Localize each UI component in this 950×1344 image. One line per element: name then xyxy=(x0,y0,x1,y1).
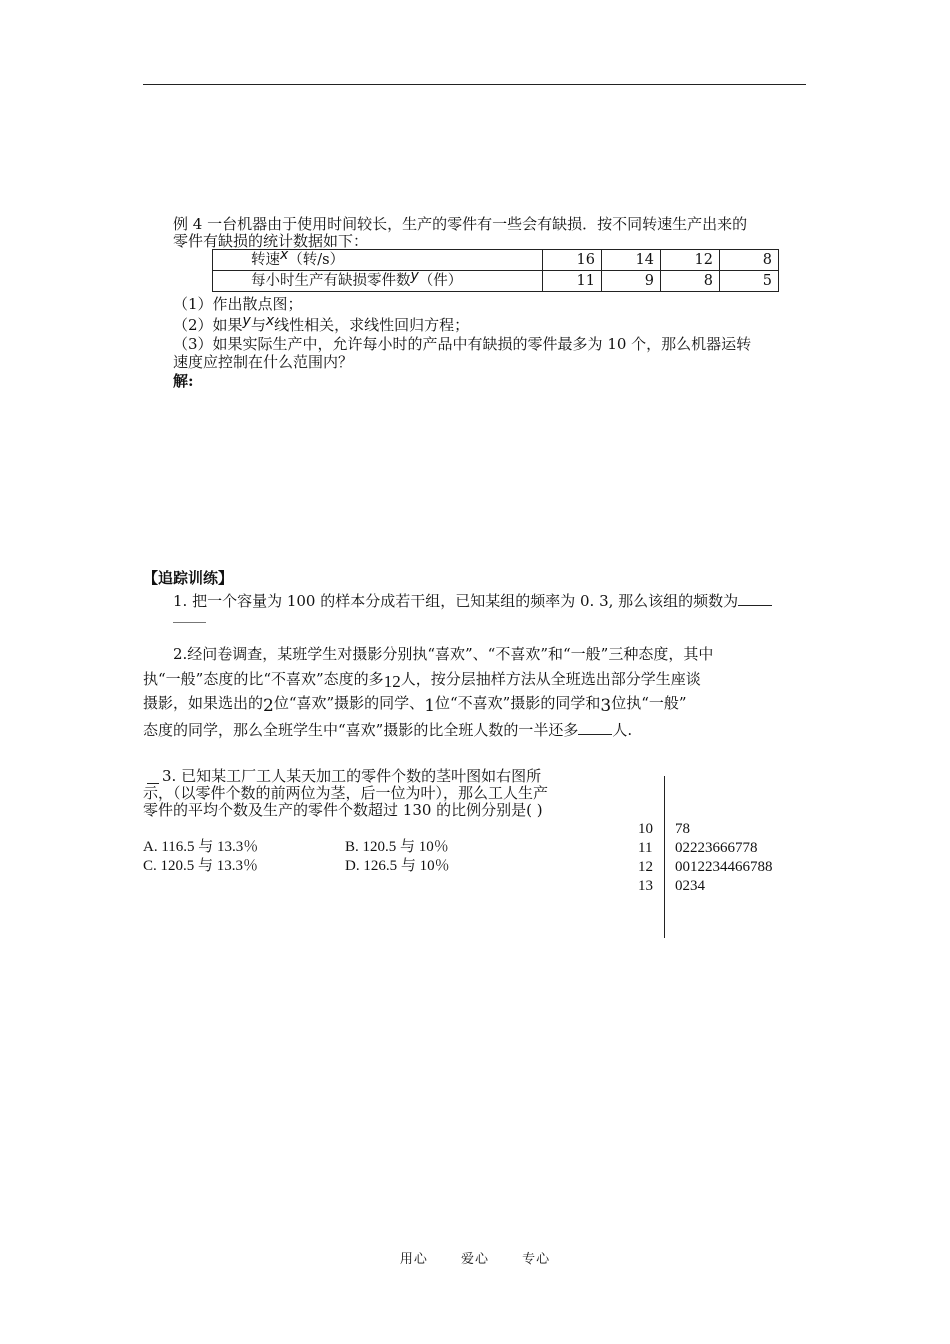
row2-header xyxy=(213,268,543,292)
p2-text: 摄影，如果选出的 xyxy=(143,694,264,712)
footer-word: 专心 xyxy=(522,1252,551,1267)
row1-label: 转速 xyxy=(251,252,280,268)
option-d: D. 126.5 与 10％ xyxy=(345,858,450,874)
problem-2-line3 xyxy=(143,694,687,716)
option-b: B. 120.5 与 10％ xyxy=(345,839,449,855)
example4-intro-line1: 例 4 一台机器由于使用时间较长，生产的零件有一些会有缺损．按不同转速生产出来的 xyxy=(173,215,748,233)
q2-post: 线性相关，求线性回归方程； xyxy=(274,316,470,334)
problem-1-text: 1. 把一个容量为 100 的样本分成若干组，已知某组的频率为 0. 3, 那么该组的频数为 xyxy=(173,592,739,610)
tracking-heading: 【追踪训练】 xyxy=(143,569,234,587)
answer-blank-continued xyxy=(173,622,206,623)
q2-var-y: y xyxy=(242,313,251,329)
footer-word: 爱心 xyxy=(460,1252,489,1267)
p2-number: 3 xyxy=(600,696,612,716)
question-3-line1: （3）如果实际生产中，允许每小时的产品中有缺损的零件最多为 10 个，那么机器运转 xyxy=(173,335,752,353)
leaf-values: 78 xyxy=(675,821,690,837)
question-3-line2: 速度应控制在什么范围内？ xyxy=(173,353,354,371)
leaf-values: 0012234466788 xyxy=(675,859,773,875)
leaf-values: 0234 xyxy=(675,878,705,894)
p2-text: 人，按分层抽样方法从全班选出部分学生座谈 xyxy=(400,670,701,688)
p2-number: 1 xyxy=(424,696,436,716)
stem-value: 13 xyxy=(638,878,653,894)
p2-number: 12 xyxy=(383,672,401,691)
table-cell: 5 xyxy=(720,271,779,292)
q2-var-x: x xyxy=(265,313,275,329)
q2-mid: 与 xyxy=(250,316,266,334)
table-cell: 9 xyxy=(602,271,661,292)
data-table xyxy=(212,249,779,292)
problem-2-line1: 2.经问卷调查，某班学生对摄影分别执“喜欢”、“不喜欢”和“一般”三种态度，其中 xyxy=(173,645,714,663)
problem-2-line2 xyxy=(143,669,701,689)
p2-text: 执“一般”态度的比“不喜欢”态度的多 xyxy=(143,670,384,688)
answer-blank xyxy=(578,734,612,735)
p2-text: 人. xyxy=(612,721,633,739)
stem-value: 11 xyxy=(638,840,653,856)
p2-text: 位“喜欢”摄影的同学、 xyxy=(273,694,425,712)
row1-unit: （转/s） xyxy=(288,252,345,268)
table-cell: 16 xyxy=(543,250,602,271)
problem-1-line1 xyxy=(173,592,772,611)
row2-var: y xyxy=(410,268,419,284)
row2-unit: （件） xyxy=(418,273,463,289)
footer-word: 用心 xyxy=(399,1252,428,1267)
leaf-values: 02223666778 xyxy=(675,840,758,856)
q2-pre: （2）如果 xyxy=(173,316,243,334)
option-c: C. 120.5 与 13.3％ xyxy=(143,858,259,874)
table-cell: 8 xyxy=(720,250,779,271)
row1-header xyxy=(213,247,543,271)
table-cell: 12 xyxy=(661,250,720,271)
problem-3-line3: 零件的平均个数及生产的零件个数超过 130 的比例分别是( ) xyxy=(143,801,543,819)
header-rule xyxy=(143,84,806,85)
question-2 xyxy=(173,313,470,336)
option-a: A. 116.5 与 13.3％ xyxy=(143,839,259,855)
stem-leaf-divider xyxy=(664,776,665,938)
p2-text: 态度的同学，那么全班学生中“喜欢”摄影的比全班人数的一半还多 xyxy=(143,721,579,739)
table-cell: 11 xyxy=(543,271,602,292)
question-1: （1）作出散点图； xyxy=(173,295,303,313)
row1-var: x xyxy=(280,247,289,263)
table-row xyxy=(213,271,779,292)
table-cell: 14 xyxy=(602,250,661,271)
stem-value: 10 xyxy=(638,821,653,837)
p2-text: 位“不喜欢”摄影的同学和 xyxy=(435,694,601,712)
solution-label: 解: xyxy=(173,372,194,390)
page-footer xyxy=(0,1248,950,1267)
example4-intro-line2: 零件有缺损的统计数据如下： xyxy=(173,232,369,250)
problem-3-line2: 示，（以零件个数的前两位为茎，后一位为叶），那么工人生产 xyxy=(143,784,549,802)
table-row xyxy=(213,250,779,271)
problem-3-line1: 3. 已知某工厂工人某天加工的零件个数的茎叶图如右图所 xyxy=(162,767,542,785)
answer-blank xyxy=(738,605,772,606)
stem-value: 12 xyxy=(638,859,653,875)
p2-number: 2 xyxy=(263,696,274,716)
p2-text: 位执“一般” xyxy=(611,694,687,712)
table-cell: 8 xyxy=(661,271,720,292)
problem-2-line4 xyxy=(143,721,632,740)
row2-label: 每小时生产有缺损零件数 xyxy=(251,273,411,289)
